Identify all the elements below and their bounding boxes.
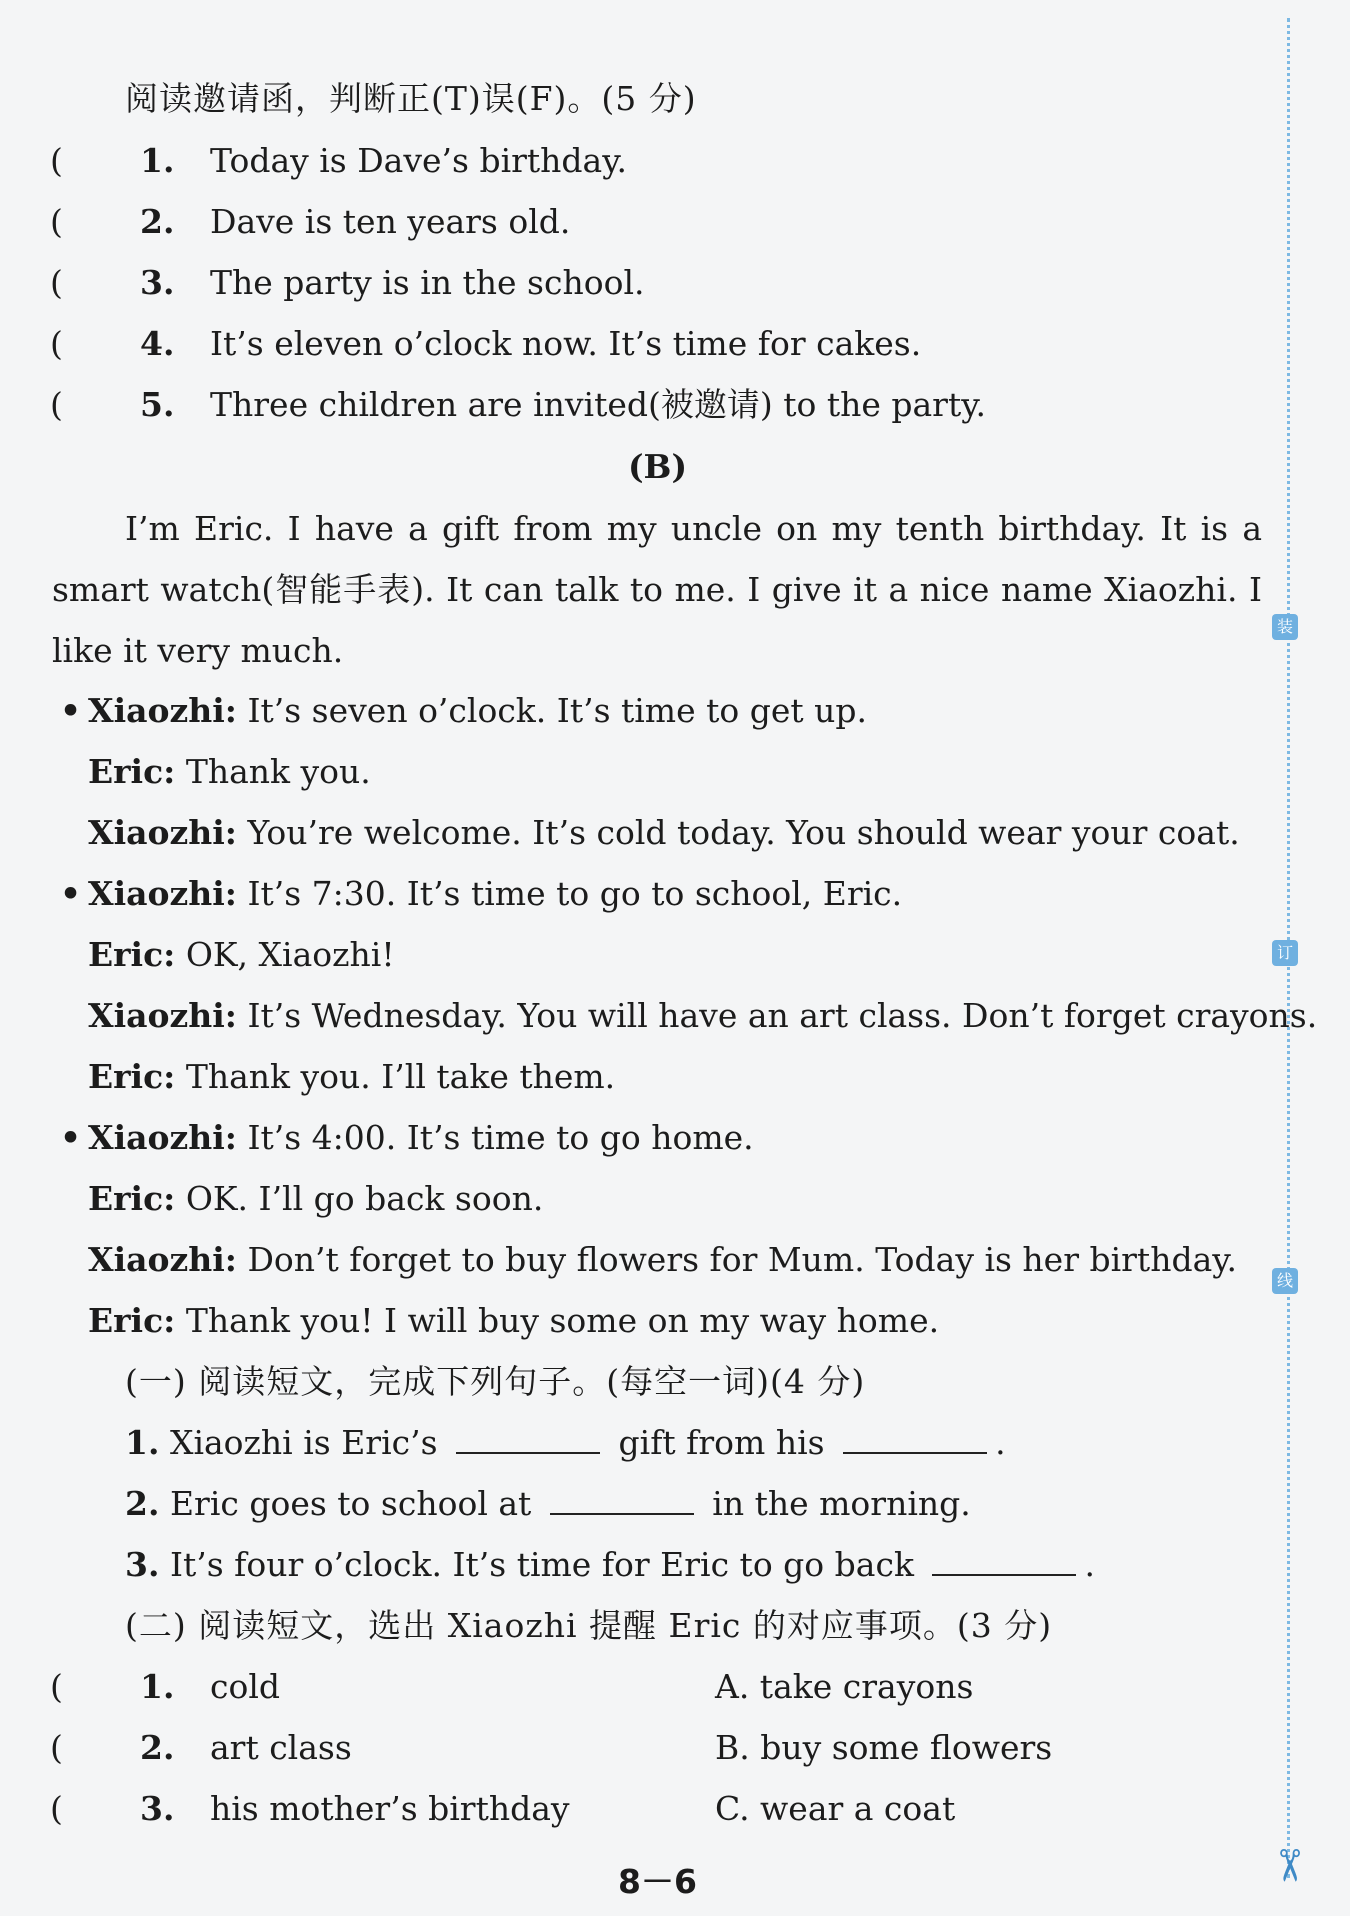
question-text: Xiaozhi is Eric’s bbox=[169, 1423, 438, 1462]
match-option: B. buy some flowers bbox=[715, 1728, 1053, 1767]
answer-paren[interactable]: ( bbox=[50, 1728, 63, 1767]
speaker-name: Xiaozhi: bbox=[88, 1240, 237, 1279]
question-number: 1. bbox=[140, 141, 175, 180]
question-number: 3. bbox=[125, 1545, 160, 1584]
fill-question-3 bbox=[125, 1543, 1095, 1587]
question-text: in the morning. bbox=[712, 1484, 971, 1523]
speaker-name: Eric: bbox=[88, 1057, 176, 1096]
question-text: Eric goes to school at bbox=[169, 1484, 532, 1523]
answer-paren[interactable]: ( bbox=[50, 324, 63, 363]
intro-paragraph: I’m Eric. I have a gift from my uncle on my tenth birthday. It is a smart watch(智能手表). It can talk to me. I give it a nice name Xiaozhi. I like it very much. bbox=[52, 509, 1262, 670]
speaker-name: Xiaozhi: bbox=[88, 874, 237, 913]
margin-tab: 装 bbox=[1272, 614, 1298, 640]
question-number: 2. bbox=[140, 202, 175, 241]
answer-blank[interactable] bbox=[456, 1424, 600, 1454]
answer-blank[interactable] bbox=[843, 1424, 987, 1454]
scissors-icon: ✂ bbox=[1262, 1847, 1314, 1884]
question-text: Today is Dave’s birthday. bbox=[210, 141, 627, 180]
question-number: 2. bbox=[140, 1728, 175, 1767]
dialogue-text: OK, Xiaozhi! bbox=[175, 935, 395, 974]
answer-blank[interactable] bbox=[932, 1546, 1076, 1576]
question-number: 4. bbox=[140, 324, 175, 363]
punctuation: . bbox=[995, 1423, 1006, 1462]
question-number: 2. bbox=[125, 1484, 160, 1523]
dialogue-text: Thank you. bbox=[175, 752, 371, 791]
dialogue-text: Thank you. I’ll take them. bbox=[175, 1057, 616, 1096]
speaker-name: Eric: bbox=[88, 935, 176, 974]
punctuation: . bbox=[1084, 1545, 1095, 1584]
answer-paren[interactable]: ( bbox=[50, 202, 63, 241]
question-text: cold bbox=[210, 1667, 281, 1706]
match-option: C. wear a coat bbox=[715, 1789, 956, 1828]
dialogue-text: Don’t forget to buy flowers for Mum. Today is her birthday. bbox=[236, 1240, 1237, 1279]
question-number: 3. bbox=[140, 263, 175, 302]
dialogue-text: OK. I’ll go back soon. bbox=[175, 1179, 544, 1218]
speaker-name: Eric: bbox=[88, 752, 176, 791]
question-number: 3. bbox=[140, 1789, 175, 1828]
question-text: Three children are invited(被邀请) to the party. bbox=[210, 385, 986, 424]
fill-question-1 bbox=[125, 1421, 1006, 1465]
speaker-name: Eric: bbox=[88, 1179, 176, 1218]
section-b-label: (B) bbox=[627, 447, 688, 486]
question-text: It’s four o’clock. It’s time for Eric to go back bbox=[169, 1545, 914, 1584]
bullet: • bbox=[60, 1118, 82, 1157]
bullet: • bbox=[60, 874, 82, 913]
answer-paren[interactable]: ( bbox=[50, 385, 63, 424]
answer-paren[interactable]: ( bbox=[50, 263, 63, 302]
dialogue-text: It’s 4:00. It’s time to go home. bbox=[236, 1118, 754, 1157]
dialogue-text: Thank you! I will buy some on my way home. bbox=[175, 1301, 940, 1340]
question-text: It’s eleven o’clock now. It’s time for cakes. bbox=[210, 324, 922, 363]
answer-blank[interactable] bbox=[550, 1485, 694, 1515]
bullet: • bbox=[60, 691, 82, 730]
dialogue-text: It’s Wednesday. You will have an art class. Don’t forget crayons. bbox=[236, 996, 1318, 1035]
margin-tab: 线 bbox=[1272, 1268, 1298, 1294]
fill-question-2 bbox=[125, 1482, 971, 1526]
dialogue-text: It’s 7:30. It’s time to go to school, Eric. bbox=[236, 874, 903, 913]
speaker-name: Xiaozhi: bbox=[88, 1118, 237, 1157]
part2-heading: (二) 阅读短文，选出 Xiaozhi 提醒 Eric 的对应事项。(3 分) bbox=[125, 1606, 1053, 1645]
answer-paren[interactable]: ( bbox=[50, 141, 63, 180]
speaker-name: Eric: bbox=[88, 1301, 176, 1340]
question-text: gift from his bbox=[618, 1423, 825, 1462]
part1-heading: (一) 阅读短文，完成下列句子。(每空一词)(4 分) bbox=[125, 1362, 866, 1401]
question-number: 1. bbox=[125, 1423, 160, 1462]
question-text: his mother’s birthday bbox=[210, 1789, 570, 1828]
question-text: Dave is ten years old. bbox=[210, 202, 571, 241]
speaker-name: Xiaozhi: bbox=[88, 813, 237, 852]
question-number: 5. bbox=[140, 385, 175, 424]
section-a-heading: 阅读邀请函，判断正(T)误(F)。(5 分) bbox=[125, 79, 697, 118]
speaker-name: Xiaozhi: bbox=[88, 691, 237, 730]
question-number: 1. bbox=[140, 1667, 175, 1706]
question-text: art class bbox=[210, 1728, 352, 1767]
page-number: 8－6 bbox=[618, 1862, 697, 1901]
answer-paren[interactable]: ( bbox=[50, 1789, 63, 1828]
dialogue-text: It’s seven o’clock. It’s time to get up. bbox=[236, 691, 868, 730]
dialogue-text: You’re welcome. It’s cold today. You should wear your coat. bbox=[236, 813, 1240, 852]
match-option: A. take crayons bbox=[715, 1667, 974, 1706]
margin-tab: 订 bbox=[1272, 940, 1298, 966]
speaker-name: Xiaozhi: bbox=[88, 996, 237, 1035]
question-text: The party is in the school. bbox=[210, 263, 645, 302]
answer-paren[interactable]: ( bbox=[50, 1667, 63, 1706]
